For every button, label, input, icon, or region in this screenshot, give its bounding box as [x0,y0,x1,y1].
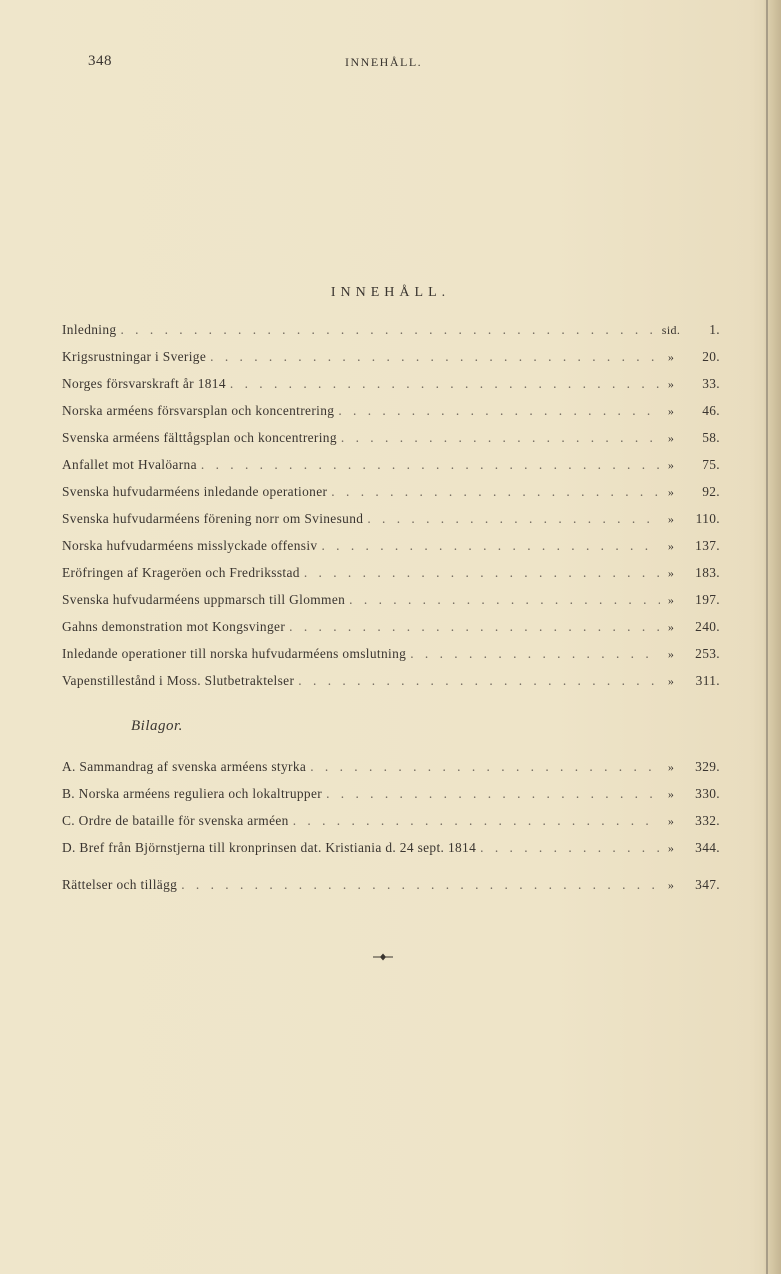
toc-entry-ref: » [667,566,675,580]
toc-entry-label: Vapenstillestånd i Moss. Slutbetraktelser [62,673,295,688]
toc-entry-ref: » [667,377,675,391]
appendix-entry-ref: » [667,760,675,774]
toc-entry [62,349,730,369]
appendix-entry-page: 330. [695,786,720,801]
toc-entry-page: 137. [695,538,720,553]
toc-entry [62,511,730,531]
page-header [0,53,781,73]
dot-leader [206,349,660,365]
toc-entry-page: 58. [702,430,720,445]
appendix-entry-label: A. Sammandrag af svenska arméens styrka [62,759,307,774]
appendix-entry [62,759,730,779]
appendix-entry [62,786,730,806]
toc-entry [62,646,730,666]
appendix-entry-page: 332. [695,813,720,828]
appendix-entry-label: D. Bref från Björnstjerna till kronprinsen dat. Kristiania d. 24 sept. 1814 [62,840,477,855]
appendix-entry [62,813,730,833]
toc-entry-ref: » [667,620,675,634]
dot-leader [363,511,660,527]
toc-entry-page: 92. [702,484,720,499]
toc-entry [62,673,730,693]
end-ornament-icon [372,952,394,962]
toc-entry-page: 75. [702,457,720,472]
appendix-heading: Bilagor. [131,718,183,734]
appendix-entry [62,840,730,860]
toc-entry-label: Svenska hufvudarméens inledande operationer [62,484,328,499]
toc-entry [62,376,730,396]
dot-leader [289,813,660,829]
toc-entry [62,430,730,450]
appendix-entry-ref: » [667,841,675,855]
errata-entry-label: Rättelser och tillägg [62,877,178,892]
toc-entry-ref: » [667,593,675,607]
errata-entry-page: 347. [695,877,720,892]
dot-leader [116,322,660,338]
toc-entry-page: 20. [702,349,720,364]
toc-entry-page: 183. [695,565,720,580]
toc-entry-page: 240. [695,619,720,634]
dot-leader [294,673,660,689]
contents-title: INNEHÅLL. [330,285,451,300]
dot-leader [177,877,660,893]
dot-leader [334,403,660,419]
dot-leader [345,592,660,608]
toc-entry [62,484,730,504]
toc-entry [62,592,730,612]
dot-leader [226,376,660,392]
appendix-entry-ref: » [667,814,675,828]
appendix-entry-page: 329. [695,759,720,774]
toc-entry [62,457,730,477]
toc-entry-ref: » [667,350,675,364]
toc-entry-label: Inledning [62,322,117,337]
toc-entry-page: 1. [709,322,720,337]
dot-leader [476,840,660,856]
toc-entry [62,619,730,639]
toc-entry-ref: » [667,674,675,688]
dot-leader [406,646,660,662]
dot-leader [285,619,660,635]
page-edge-line [766,0,768,1274]
toc-entry [62,538,730,558]
toc-entry-ref: » [667,539,675,553]
toc-entry-page: 311. [695,673,720,688]
toc-entry-label: Gahns demonstration mot Kongsvinger [62,619,286,634]
appendix-entry-label: B. Norska arméens reguliera och lokaltrupper [62,786,323,801]
toc-entry-page: 253. [695,646,720,661]
page-number: 348 [88,53,112,69]
running-head: INNEHÅLL. [345,55,423,69]
errata-entry [62,877,730,897]
toc-entry-label: Inledande operationer till norska hufvudarméens omslutning [62,646,407,661]
toc-entry-label: Svenska hufvudarméens uppmarsch till Glommen [62,592,346,607]
appendix-entry-page: 344. [695,840,720,855]
toc-entry [62,403,730,423]
toc-entry-ref: » [667,485,675,499]
toc-entry-page: 110. [695,511,720,526]
toc-entry-label: Krigsrustningar i Sverige [62,349,207,364]
toc-entry-ref: » [667,512,675,526]
dot-leader [306,759,660,775]
toc-entry-ref: » [667,458,675,472]
toc-entry [62,565,730,585]
toc-entry-ref: » [667,404,675,418]
toc-entry-page: 46. [702,403,720,418]
toc-entry-label: Norska arméens försvarsplan och koncentrering [62,403,335,418]
toc-entry-label: Norska hufvudarméens misslyckade offensiv [62,538,318,553]
toc-entry-label: Svenska arméens fälttågsplan och koncentrering [62,430,337,445]
toc-entry-page: 33. [702,376,720,391]
dot-leader [322,786,660,802]
dot-leader [327,484,660,500]
toc-entry-ref: » [667,431,675,445]
toc-entry-ref: » [667,647,675,661]
toc-entry [62,322,730,342]
toc-entry-label: Norges försvarskraft år 1814 [62,376,226,391]
appendix-entry-label: C. Ordre de bataille för svenska arméen [62,813,289,828]
toc-entry-label: Svenska hufvudarméens förening norr om Svinesund [62,511,364,526]
errata-entry-ref: » [667,878,675,892]
toc-entry-ref: sid. [661,323,681,337]
dot-leader [197,457,660,473]
dot-leader [300,565,660,581]
toc-entry-page: 197. [695,592,720,607]
toc-entry-label: Anfallet mot Hvalöarna [62,457,197,472]
dot-leader [317,538,660,554]
dot-leader [337,430,660,446]
toc-entry-label: Eröfringen af Krageröen och Fredriksstad [62,565,300,580]
appendix-entry-ref: » [667,787,675,801]
